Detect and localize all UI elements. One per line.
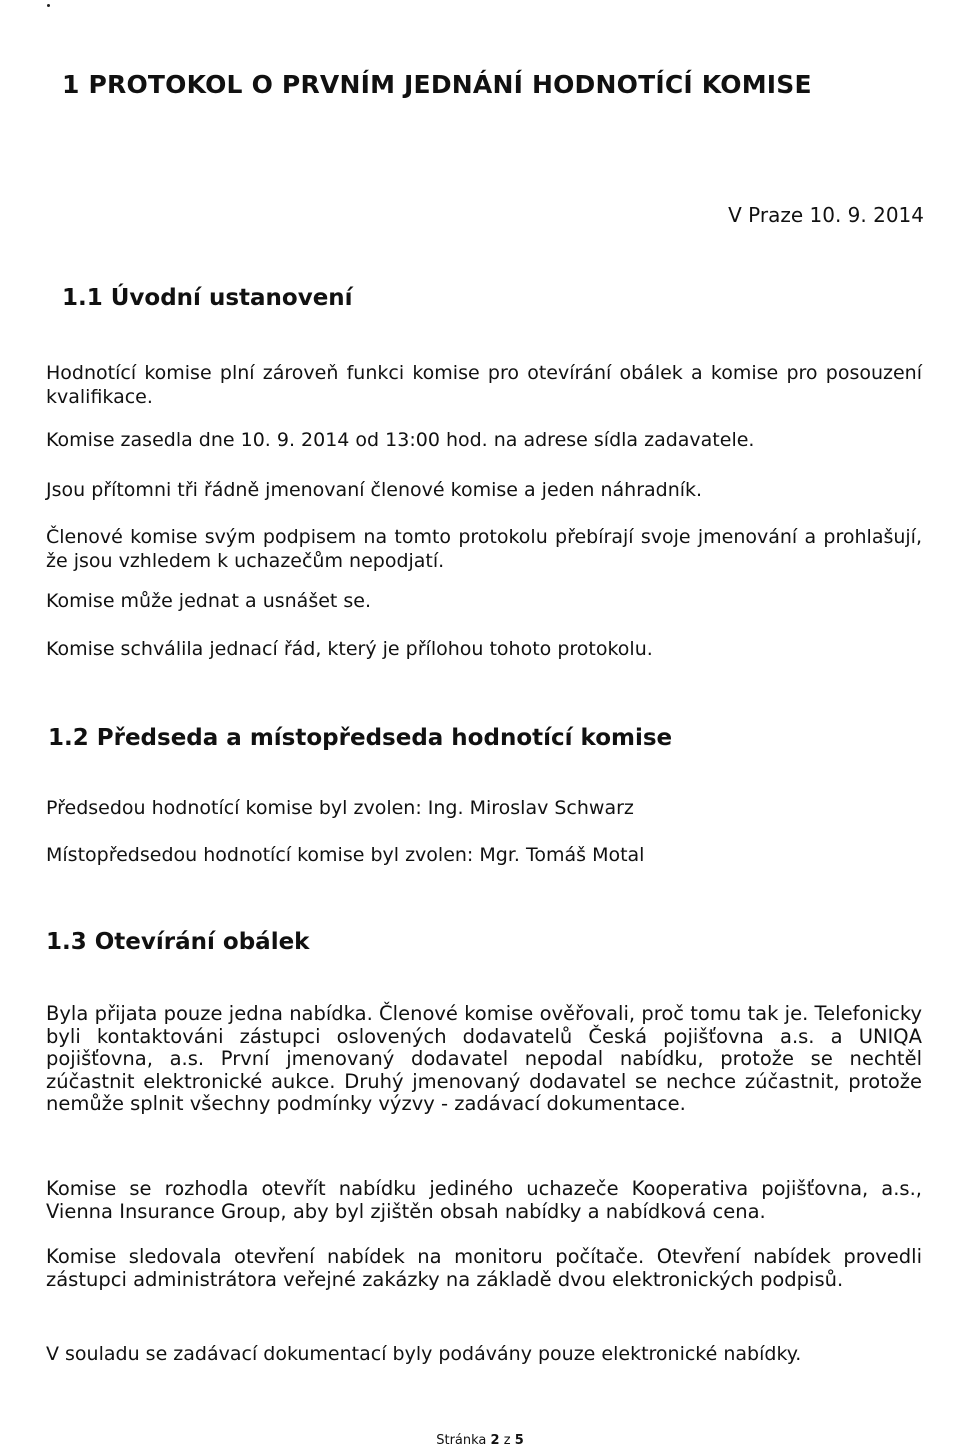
scan-speck (47, 4, 50, 7)
page-separator: z (503, 1433, 511, 1448)
section-heading-intro: 1.1 Úvodní ustanovení (62, 285, 353, 311)
place-date: V Praze 10. 9. 2014 (728, 203, 924, 227)
section-heading-opening: 1.3 Otevírání obálek (46, 929, 310, 955)
paragraph-opening-4: V souladu se zadávací dokumentací byly podávány pouze elektronické nabídky. (46, 1343, 802, 1365)
paragraph-opening-3: Komise sledovala otevření nabídek na monitoru počítače. Otevření nabídek provedli zástupci administrátora veřejné zakázky na základě dvou elektronických podpisů. (46, 1245, 922, 1291)
page-current: 2 (490, 1433, 500, 1448)
paragraph-intro-6: Komise schválila jednací řád, který je přílohou tohoto protokolu. (46, 638, 653, 660)
paragraph-intro-4: Členové komise svým podpisem na tomto protokolu přebírají svoje jmenování a prohlašují, že jsou vzhledem k uchazečům nepodjatí. (46, 526, 922, 572)
paragraph-vice-chairman: Místopředsedou hodnotící komise byl zvolen: Mgr. Tomáš Motal (46, 844, 645, 866)
paragraph-intro-5: Komise může jednat a usnášet se. (46, 590, 372, 612)
document-title: 1 PROTOKOL O PRVNÍM JEDNÁNÍ HODNOTÍCÍ KOMISE (62, 70, 812, 99)
paragraph-intro-2: Komise zasedla dne 10. 9. 2014 od 13:00 hod. na adrese sídla zadavatele. (46, 429, 755, 451)
paragraph-opening-2: Komise se rozhodla otevřít nabídku jediného uchazeče Kooperativa pojišťovna, a.s., Vienna Insurance Group, aby byl zjištěn obsah nabídky a nabídková cena. (46, 1177, 922, 1223)
page-label: Stránka (436, 1433, 487, 1448)
paragraph-chairman: Předsedou hodnotící komise byl zvolen: Ing. Miroslav Schwarz (46, 797, 634, 819)
paragraph-opening-1: Byla přijata pouze jedna nabídka. Členové komise ověřovali, proč tomu tak je. Telefonicky byli kontaktováni zástupci oslovených dodavatelů Česká pojišťovna a.s. a UNIQA pojišťovna, a.s. První jmenovaný dodavatel nepodal nabídku, protože se nechtěl zúčastnit elektronické aukce. Druhý jmenovaný dodavatel se nechce zúčastnit, protože nemůže splnit všechny podmínky výzvy - zadávací dokumentace. (46, 1002, 922, 1115)
page-number (0, 1433, 960, 1448)
page-total: 5 (514, 1433, 524, 1448)
section-heading-chair: 1.2 Předseda a místopředseda hodnotící komise (48, 725, 673, 751)
paragraph-intro-3: Jsou přítomni tři řádně jmenovaní členové komise a jeden náhradník. (46, 479, 703, 501)
paragraph-intro-1: Hodnotící komise plní zároveň funkci komise pro otevírání obálek a komise pro posouzení kvalifikace. (46, 362, 922, 408)
